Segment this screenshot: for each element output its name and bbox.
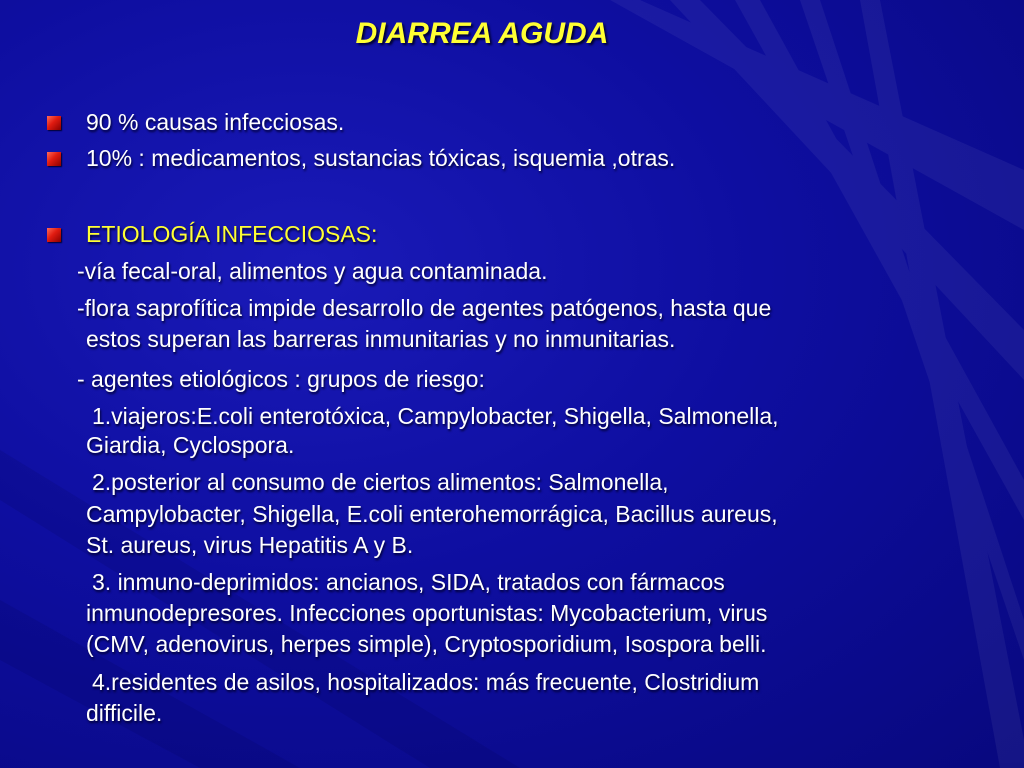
- body-line: Campylobacter, Shigella, E.coli enterohemorrágica, Bacillus aureus,: [86, 501, 778, 527]
- body-line: 4.residentes de asilos, hospitalizados: más frecuente, Clostridium: [92, 669, 760, 695]
- red-square-bullet-icon: [47, 152, 61, 166]
- body-line: 1.viajeros:E.coli enterotóxica, Campylobacter, Shigella, Salmonella,: [92, 403, 779, 429]
- red-square-bullet-icon: [47, 228, 61, 242]
- body-line: -flora saprofítica impide desarrollo de agentes patógenos, hasta que: [77, 295, 772, 321]
- body-line: -vía fecal-oral, alimentos y agua contaminada.: [77, 258, 548, 284]
- body-line: inmunodepresores. Infecciones oportunistas: Mycobacterium, virus: [86, 600, 768, 626]
- section-heading: ETIOLOGÍA INFECCIOSAS:: [86, 221, 378, 247]
- body-line: St. aureus, virus Hepatitis A y B.: [86, 532, 414, 558]
- body-line: Giardia, Cyclospora.: [86, 432, 295, 458]
- body-line: 2.posterior al consumo de ciertos alimentos: Salmonella,: [92, 469, 669, 495]
- body-line: - agentes etiológicos : grupos de riesgo:: [77, 366, 485, 392]
- slide-title: DIARREA AGUDA: [355, 17, 609, 50]
- red-square-bullet-icon: [47, 116, 61, 130]
- body-line: estos superan las barreras inmunitarias y no inmunitarias.: [86, 326, 676, 352]
- body-line: 3. inmuno-deprimidos: ancianos, SIDA, tratados con fármacos: [92, 569, 725, 595]
- body-line: (CMV, adenovirus, herpes simple), Cryptosporidium, Isospora belli.: [86, 631, 767, 657]
- bullet-item: 10% : medicamentos, sustancias tóxicas, isquemia ,otras.: [86, 145, 676, 171]
- body-line: difficile.: [86, 700, 163, 726]
- bullet-item: 90 % causas infecciosas.: [86, 109, 345, 135]
